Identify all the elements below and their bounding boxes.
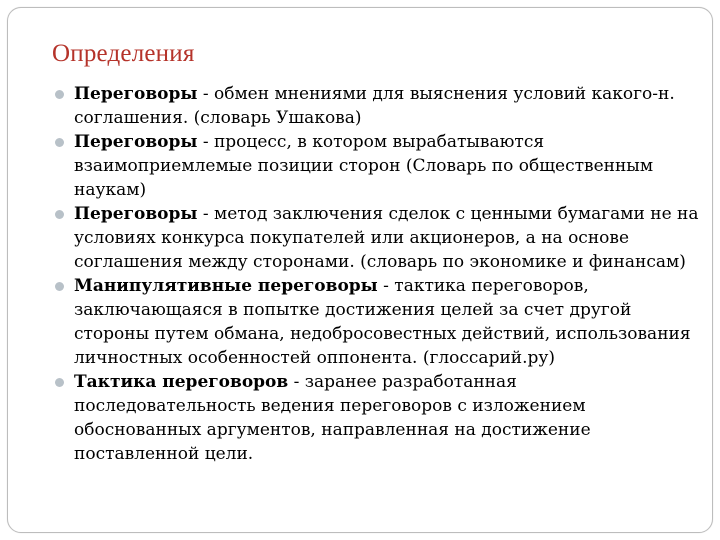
definition-term: Переговоры <box>74 132 198 152</box>
definition-term: Манипулятивные переговоры <box>74 276 378 296</box>
bullet-icon <box>55 138 64 147</box>
definition-text: - заранее разработанная последовательность ведения переговоров с изложением обоснованных аргументов, направленная на достижение поставленной цели. <box>74 372 591 464</box>
definition-text: - метод заключения сделок с ценными бумагами не на условиях конкурса покупателей или акционеров, а на основе соглашения между сторонами. (словарь по экономике и финансам) <box>74 204 699 272</box>
bullet-icon <box>55 210 64 219</box>
definition-term: Переговоры <box>74 204 198 224</box>
bullet-icon <box>55 90 64 99</box>
slide-title: Определения <box>52 40 195 67</box>
definition-item <box>55 274 703 370</box>
bullet-icon <box>55 378 64 387</box>
definition-item <box>55 202 703 274</box>
definition-list <box>55 82 703 466</box>
definition-item <box>55 82 703 130</box>
definition-text: - процесс, в котором вырабатываются взаимоприемлемые позиции сторон (Словарь по общественным наукам) <box>74 132 654 200</box>
definition-term: Тактика переговоров <box>74 372 289 392</box>
slide <box>7 7 713 533</box>
bullet-icon <box>55 282 64 291</box>
definition-term: Переговоры <box>74 84 198 104</box>
definition-item <box>55 130 703 202</box>
definition-text: - обмен мнениями для выяснения условий какого-н. соглашения. (словарь Ушакова) <box>74 84 675 128</box>
definition-text: - тактика переговоров, заключающаяся в попытке достижения целей за счет другой стороны путем обмана, недобросовестных действий, использования личностных особенностей оппонента. (глоссарий.ру) <box>74 276 691 368</box>
definition-item <box>55 370 703 466</box>
